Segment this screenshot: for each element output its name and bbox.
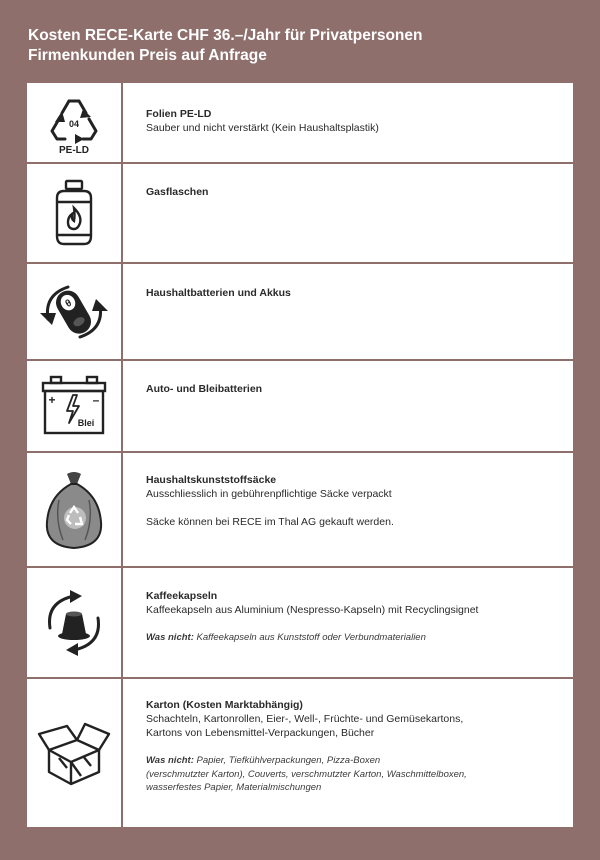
gas-bottle-icon xyxy=(27,164,123,262)
exclusion-text-line-1: Papier, Tiefkühlverpackungen, Pizza-Boxen xyxy=(196,755,381,766)
battery-recycling-icon xyxy=(27,264,123,359)
row-description-line-1: Schachteln, Kartonrollen, Eier-, Well-, Früchte- und Gemüsekartons, xyxy=(146,713,464,725)
svg-text:Blei: Blei xyxy=(77,418,95,428)
row-exclusion-note xyxy=(146,754,561,795)
row-title: Folien PE-LD xyxy=(146,108,212,120)
exclusion-text-line-2: (verschmutzter Karton), Couverts, verschmutzter Karton, Waschmittelboxen, xyxy=(146,768,467,780)
row-title: Karton (Kosten Marktabhängig) xyxy=(146,699,303,711)
row-exclusion-note xyxy=(146,631,561,645)
header-line-2: Firmenkunden Preis auf Anfrage xyxy=(28,47,267,64)
row-title: Auto- und Bleibatterien xyxy=(146,383,263,395)
trash-bag-icon xyxy=(27,453,123,566)
row-description: Ausschliesslich in gebührenpflichtige Säcke verpackt xyxy=(146,488,392,500)
table-row-bleibatterien xyxy=(27,361,573,453)
table-row-kunststoffsaecke xyxy=(27,453,573,568)
coffee-capsule-icon xyxy=(27,568,123,677)
table-row-karton xyxy=(27,679,573,827)
row-description: Sauber und nicht verstärkt (Kein Haushaltsplastik) xyxy=(146,122,379,134)
table-row-folien xyxy=(27,83,573,164)
row-title: Haushaltbatterien und Akkus xyxy=(146,287,291,299)
table-row-gasflaschen xyxy=(27,164,573,264)
pe-ld-recycling-icon xyxy=(27,83,123,162)
svg-text:+: + xyxy=(48,393,56,407)
row-description: Kaffeekapseln aus Aluminium (Nespresso-Kapseln) mit Recyclingsignet xyxy=(146,604,479,616)
exclusion-text: Kaffeekapseln aus Kunststoff oder Verbundmaterialien xyxy=(196,632,426,643)
exclusion-label: Was nicht: xyxy=(146,632,194,643)
row-title: Gasflaschen xyxy=(146,186,209,198)
cardboard-box-icon xyxy=(27,679,123,827)
svg-text:PE-LD: PE-LD xyxy=(59,144,89,155)
exclusion-text-line-3: wasserfestes Papier, Materialmischungen xyxy=(146,782,322,793)
exclusion-label: Was nicht: xyxy=(146,755,194,766)
page-header xyxy=(28,26,423,66)
svg-text:04: 04 xyxy=(68,118,80,129)
recycling-table xyxy=(27,83,573,827)
svg-text:–: – xyxy=(92,393,100,407)
svg-text:θ: θ xyxy=(63,297,74,310)
table-row-haushaltbatterien xyxy=(27,264,573,361)
row-description-line-2: Kartons von Lebensmittel-Verpackungen, Bücher xyxy=(146,727,375,739)
row-description-2: Säcke können bei RECE im Thal AG gekauft werden. xyxy=(146,516,394,528)
header-line-1: Kosten RECE-Karte CHF 36.–/Jahr für Privatpersonen xyxy=(28,27,423,44)
table-row-kaffeekapseln xyxy=(27,568,573,679)
row-title: Kaffeekapseln xyxy=(146,590,218,602)
car-battery-icon xyxy=(27,361,123,451)
row-title: Haushaltskunststoffsäcke xyxy=(146,474,277,486)
